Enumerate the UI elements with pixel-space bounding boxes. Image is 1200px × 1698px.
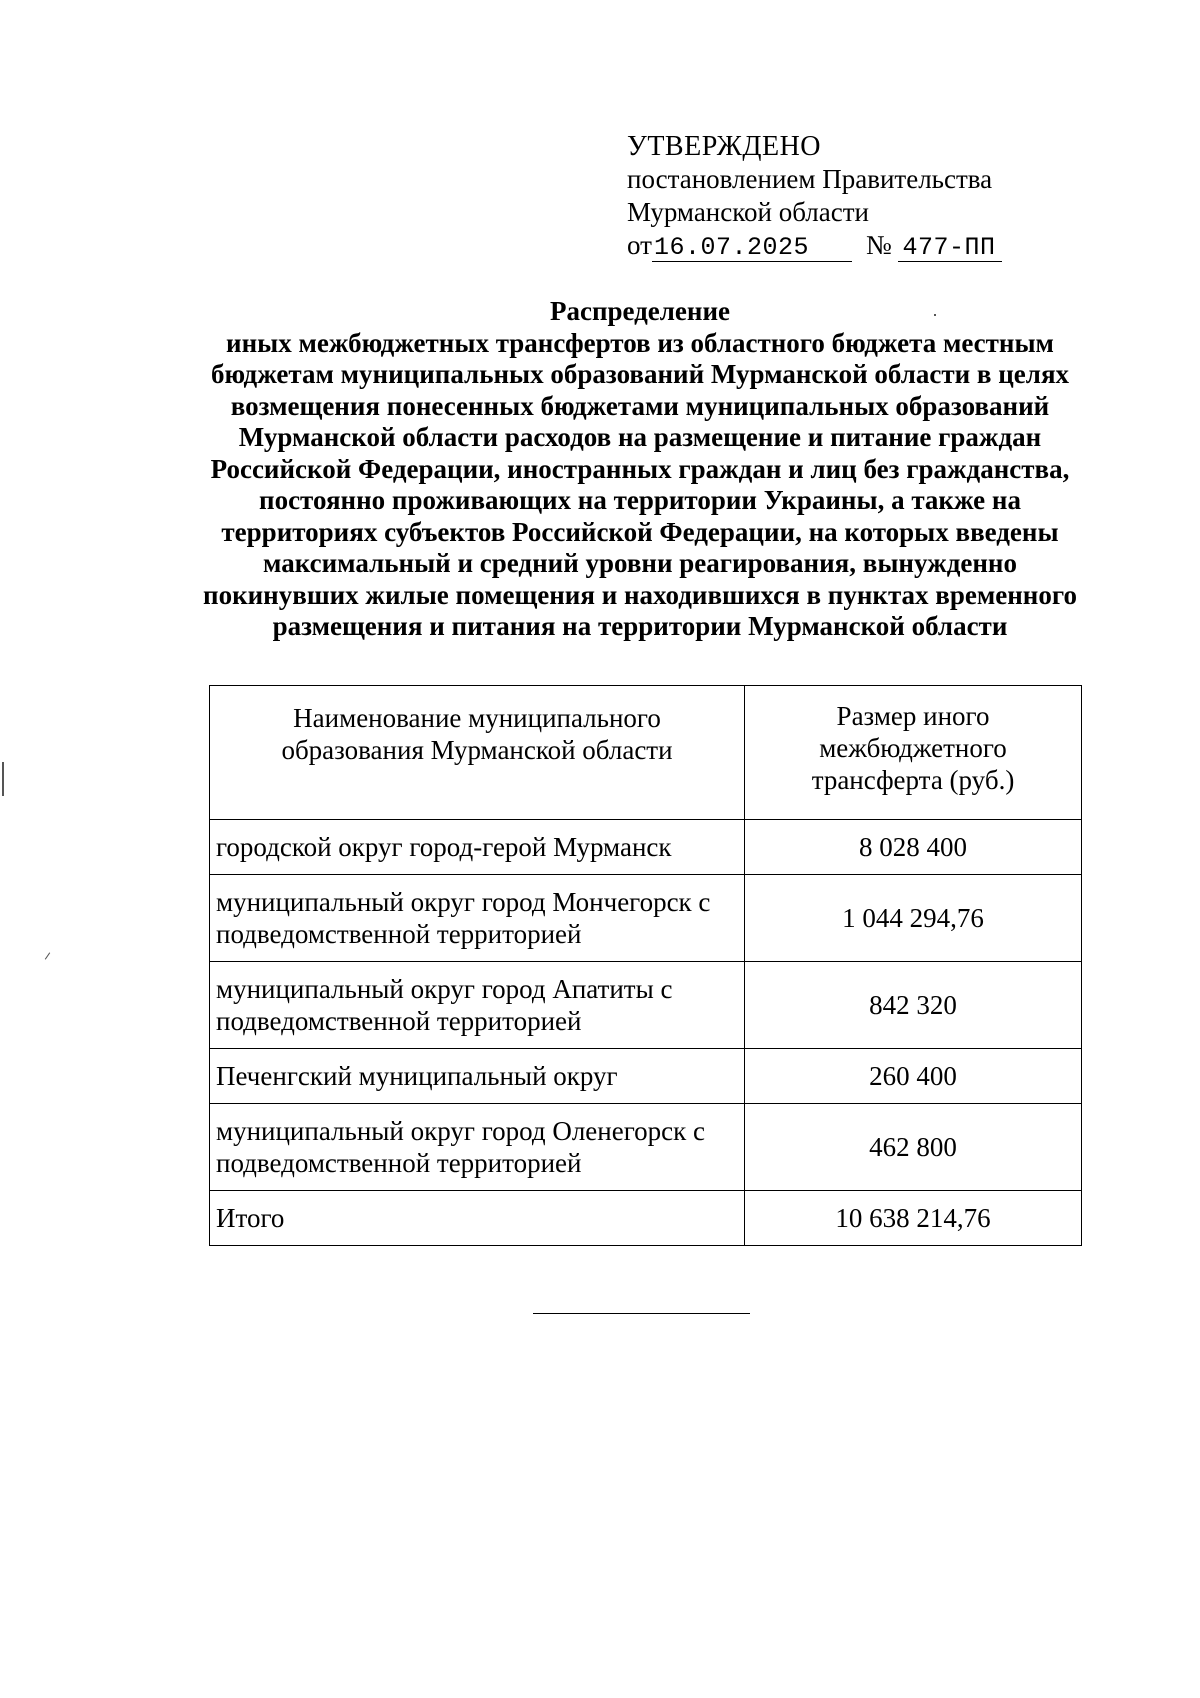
- document-heading: [170, 296, 1110, 643]
- heading-line: размещения и питания на территории Мурманской области: [272, 611, 1008, 641]
- municipality-name: муниципальный округ город Оленегорск с подведомственной территорией: [210, 1104, 745, 1191]
- scan-artifact: [45, 952, 50, 959]
- approval-line-2: Мурманской области: [627, 197, 869, 227]
- approval-date-line: [627, 229, 1002, 262]
- number-sign: №: [865, 230, 892, 260]
- end-rule: [533, 1313, 750, 1314]
- heading-line: возмещения понесенных бюджетами муниципальных образований: [230, 390, 1050, 421]
- heading-line: постоянно проживающих на территории Украины, а также на: [259, 485, 1021, 515]
- heading-line: Российской Федерации, иностранных граждан и лиц без гражданства,: [210, 453, 1070, 484]
- scan-artifact: [934, 314, 936, 316]
- approval-title: УТВЕРЖДЕНО: [627, 131, 822, 162]
- municipality-name: городской округ город-герой Мурманск: [210, 820, 745, 875]
- total-row: [210, 1191, 1082, 1246]
- total-label: Итого: [210, 1191, 745, 1246]
- table-row: [210, 820, 1082, 875]
- approval-number: 477-ПП: [898, 235, 1002, 262]
- date-prefix: от: [627, 230, 652, 260]
- heading-title: Распределение: [549, 296, 731, 326]
- transfer-amount: 462 800: [745, 1104, 1082, 1191]
- heading-line: бюджетам муниципальных образований Мурманской области в целях: [210, 359, 1070, 389]
- transfer-amount: 8 028 400: [745, 820, 1082, 875]
- total-amount: 10 638 214,76: [745, 1191, 1082, 1246]
- transfer-amount: 842 320: [745, 962, 1082, 1049]
- distribution-table: [209, 685, 1082, 1246]
- municipality-name: Печенгский муниципальный округ: [210, 1049, 745, 1104]
- heading-line: максимальный и средний уровни реагирования, вынужденно: [263, 548, 1017, 578]
- municipality-name: муниципальный округ город Апатиты с подведомственной территорией: [210, 962, 745, 1049]
- approval-line-1: постановлением Правительства: [627, 164, 993, 194]
- table-header-row: [210, 686, 1082, 820]
- transfer-amount: 260 400: [745, 1049, 1082, 1104]
- heading-line: территориях субъектов Российской Федерации, на которых введены: [221, 516, 1059, 547]
- table-row: [210, 1049, 1082, 1104]
- heading-line: Мурманской области расходов на размещение и питание граждан: [238, 422, 1042, 452]
- municipality-name: муниципальный округ город Мончегорск с подведомственной территорией: [210, 875, 745, 962]
- scan-artifact: [2, 762, 4, 796]
- transfer-amount: 1 044 294,76: [745, 875, 1082, 962]
- approval-date: 16.07.2025: [652, 235, 852, 262]
- heading-line: иных межбюджетных трансфертов из областного бюджета местным: [226, 327, 1054, 358]
- heading-line: покинувших жилые помещения и находившихся в пунктах временного: [203, 579, 1077, 610]
- table-row: [210, 962, 1082, 1049]
- header-municipality: Наименование муниципального образования Мурманской области: [210, 686, 745, 820]
- table-row: [210, 1104, 1082, 1191]
- approval-stamp: [627, 130, 1002, 262]
- header-amount: Размер иного межбюджетного трансферта (руб.): [745, 686, 1082, 820]
- table-row: [210, 875, 1082, 962]
